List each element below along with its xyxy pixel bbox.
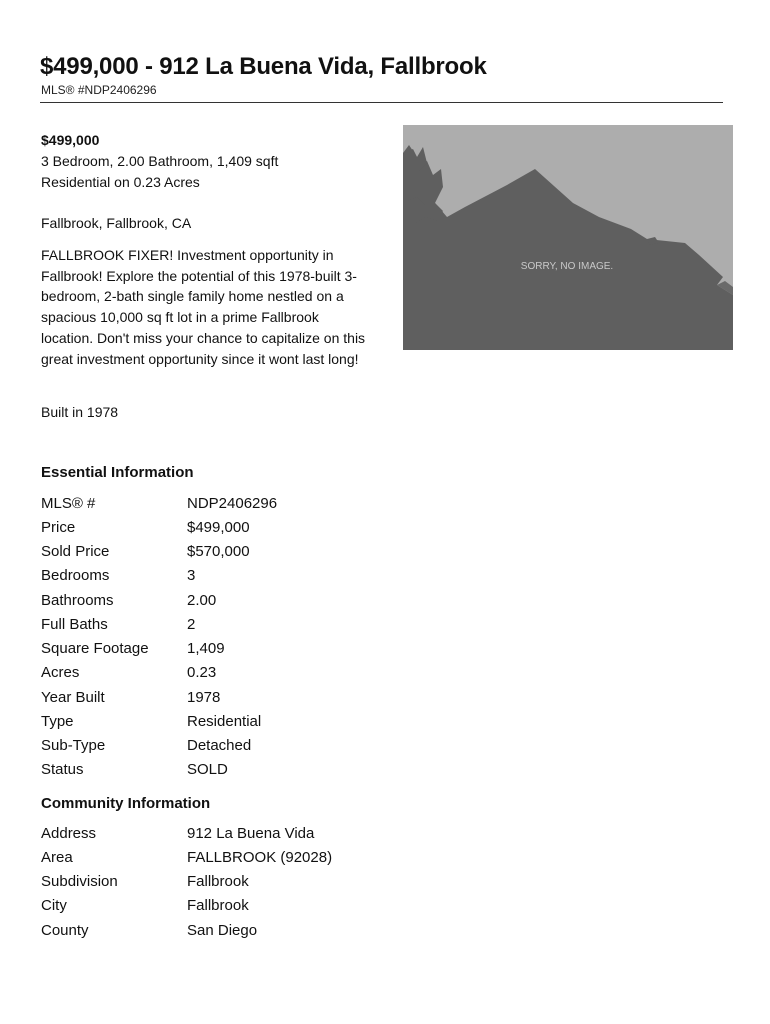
field-value: 1978 (187, 688, 221, 706)
field-label: Bedrooms (41, 567, 110, 585)
field-label: City (41, 897, 67, 915)
field-value: Fallbrook (187, 897, 249, 915)
table-row (41, 661, 441, 685)
table-row (41, 734, 441, 758)
table-row (41, 564, 441, 588)
house-silhouette-icon (403, 125, 733, 350)
field-value: $499,000 (187, 518, 250, 536)
mls-number: MLS® #NDP2406296 (41, 83, 157, 97)
essential-information-table (41, 491, 441, 782)
field-label: Bathrooms (41, 591, 114, 609)
field-label: Acres (41, 664, 80, 682)
table-row (41, 685, 441, 709)
built-year-text: Built in 1978 (41, 404, 119, 421)
table-row (41, 637, 441, 661)
header-divider (40, 102, 723, 103)
field-label: Address (41, 824, 97, 842)
table-row (41, 758, 441, 782)
property-photo-placeholder (403, 125, 733, 350)
field-value: 2 (187, 615, 196, 633)
field-value: 2.00 (187, 591, 217, 609)
table-row (41, 845, 441, 869)
field-value: San Diego (187, 921, 258, 939)
listing-summary (41, 130, 371, 423)
table-row (41, 540, 441, 564)
summary-location: Fallbrook, Fallbrook, CA (41, 215, 192, 231)
community-information-table (41, 821, 441, 942)
table-row (41, 870, 441, 894)
table-row (41, 709, 441, 733)
no-image-caption: SORRY, NO IMAGE. (520, 261, 614, 272)
field-label: Year Built (41, 688, 105, 706)
field-value: $570,000 (187, 543, 250, 561)
essential-information-heading: Essential Information (41, 464, 194, 481)
field-label: Sold Price (41, 543, 110, 561)
field-label: Type (41, 712, 74, 730)
table-row (41, 491, 441, 515)
table-row (41, 588, 441, 612)
field-value: 0.23 (187, 664, 217, 682)
field-label: Full Baths (41, 615, 108, 633)
field-label: Square Footage (41, 640, 149, 658)
table-row (41, 515, 441, 539)
field-label: Price (41, 518, 76, 536)
field-value: NDP2406296 (187, 494, 278, 512)
field-value: 912 La Buena Vida (187, 824, 315, 842)
summary-type-acres: Residential on 0.23 Acres (41, 174, 200, 190)
field-label: Status (41, 761, 84, 779)
summary-price: $499,000 (41, 132, 100, 148)
listing-description: FALLBROOK FIXER! Investment opportunity in Fallbrook! Explore the potential of this 1978-built 3-bedroom, 2-bath single family home nestled on a spacious 10,000 sq ft lot in a prime Fallbrook location. Don't miss your chance to capitalize on this great investment opportunity since it wont last long! (41, 247, 366, 367)
field-value: SOLD (187, 761, 228, 779)
field-value: Detached (187, 737, 252, 755)
community-information-heading: Community Information (41, 795, 211, 812)
field-value: Fallbrook (187, 873, 249, 891)
table-row (41, 894, 441, 918)
field-label: Subdivision (41, 873, 118, 891)
field-label: MLS® # (41, 494, 96, 512)
field-value: FALLBROOK (92028) (187, 848, 333, 866)
field-value: Residential (187, 712, 262, 730)
field-label: County (41, 921, 89, 939)
table-row (41, 821, 441, 845)
field-value: 3 (187, 567, 196, 585)
summary-beds-baths: 3 Bedroom, 2.00 Bathroom, 1,409 sqft (41, 153, 279, 169)
table-row (41, 918, 441, 942)
page-title: $499,000 - 912 La Buena Vida, Fallbrook (40, 53, 487, 80)
field-value: 1,409 (187, 640, 225, 658)
field-label: Sub-Type (41, 737, 106, 755)
field-label: Area (41, 848, 73, 866)
table-row (41, 612, 441, 636)
